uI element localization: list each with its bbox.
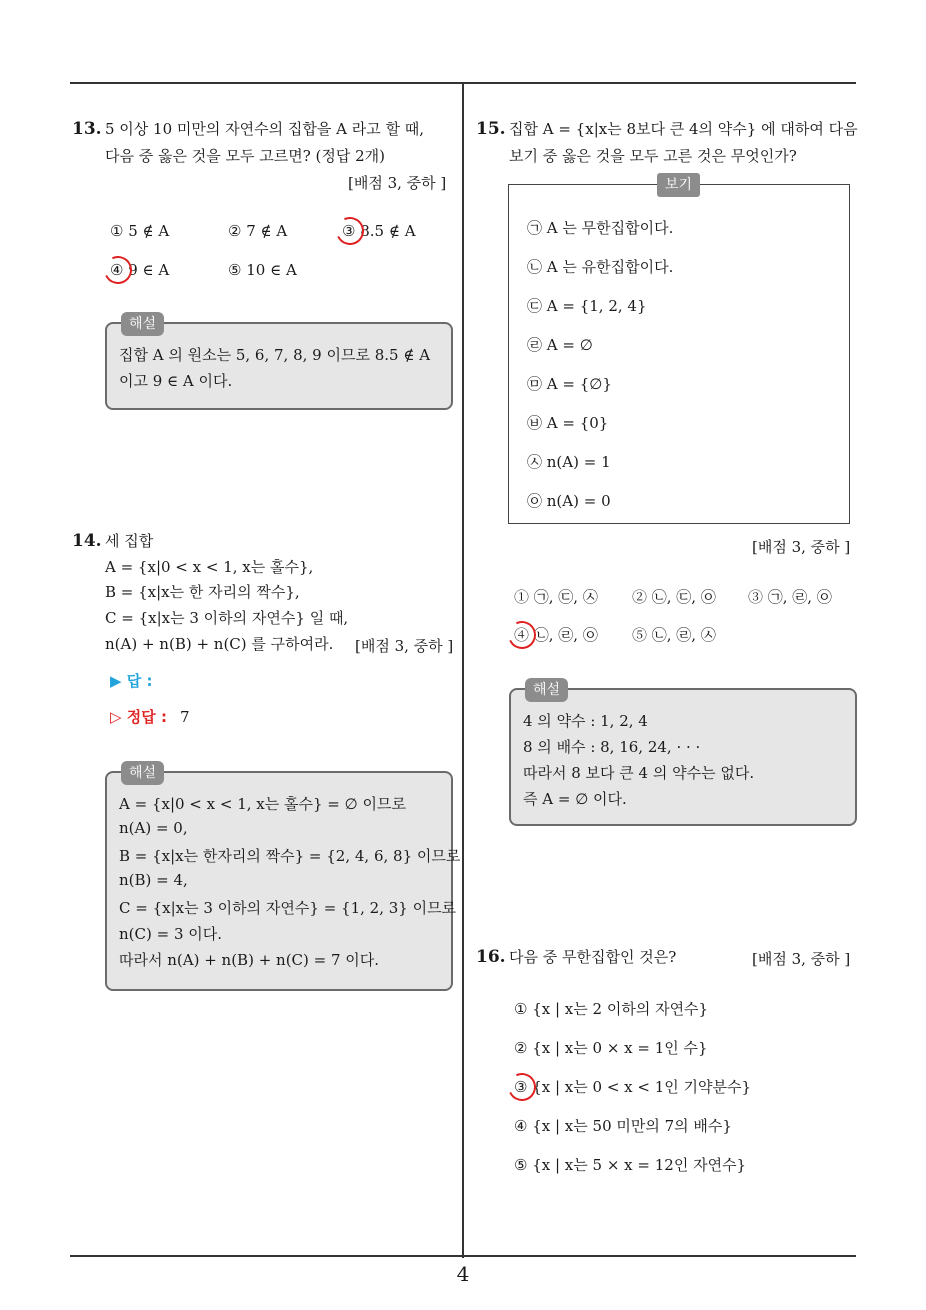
bogi-item: ㉢ A = {1, 2, 4}	[527, 297, 647, 315]
bogi-item: ㉧ n(A) = 0	[527, 492, 611, 510]
question-number: 16.	[476, 947, 506, 967]
solution-line: A = {x|0 < x < 1, x는 홀수} = ∅ 이므로	[119, 795, 406, 813]
solution-line: 이고 9 ∈ A 이다.	[119, 372, 233, 390]
answer-circle-mark	[100, 252, 136, 288]
choice-2[interactable]: ② {x | x는 0 × x = 1인 수}	[514, 1039, 708, 1057]
solution-line: 8 의 배수 : 8, 16, 24, · · ·	[523, 738, 701, 756]
solution-line: 4 의 약수 : 1, 2, 4	[523, 712, 648, 730]
choice-1[interactable]: ① {x | x는 2 이하의 자연수}	[514, 1000, 709, 1018]
choice-4[interactable]: ④ {x | x는 50 미만의 7의 배수}	[514, 1117, 732, 1135]
score-label: [배점 3, 중하 ]	[355, 637, 454, 655]
answer-circle-mark	[332, 213, 368, 249]
question-text: 다음 중 무한집합인 것은?	[509, 948, 677, 966]
question-number: 13.	[72, 119, 102, 139]
bogi-item: ㉠ A 는 무한집합이다.	[527, 219, 674, 237]
question-text: 세 집합	[105, 532, 154, 550]
solution-line: n(B) = 4,	[119, 871, 188, 889]
solution-line: 따라서 8 보다 큰 4 의 약수는 없다.	[523, 764, 755, 782]
bogi-item: ㉤ A = {∅}	[527, 375, 612, 393]
solution-line: 따라서 n(A) + n(B) + n(C) = 7 이다.	[119, 951, 380, 969]
question-text: 집합 A = {x|x는 8보다 큰 4의 약수} 에 대하여 다음	[509, 120, 858, 138]
question-text: B = {x|x는 한 자리의 짝수},	[105, 583, 300, 601]
bogi-item: ㉣ A = ∅	[527, 336, 593, 354]
question-text: 보기 중 옳은 것을 모두 고른 것은 무엇인가?	[509, 147, 797, 165]
solution-tag: 해설	[525, 678, 568, 702]
score-label: [배점 3, 중하 ]	[752, 538, 851, 556]
solution-line: n(A) = 0,	[119, 819, 188, 837]
answer-input-label[interactable]: ▶ 답 :	[110, 672, 153, 690]
question-text: 5 이상 10 미만의 자연수의 집합을 A 라고 할 때,	[105, 120, 424, 138]
question-number: 15.	[476, 119, 506, 139]
solution-tag: 해설	[121, 761, 164, 785]
score-label: [배점 3, 중하 ]	[348, 174, 447, 192]
choice-5[interactable]: ⑤ {x | x는 5 × x = 12인 자연수}	[514, 1156, 747, 1174]
choice-5[interactable]: ⑤ 10 ∈ A	[228, 261, 297, 279]
question-text: n(A) + n(B) + n(C) 를 구하여라.	[105, 635, 334, 653]
choice-1[interactable]: ① 5 ∉ A	[110, 222, 170, 240]
question-text: C = {x|x는 3 이하의 자연수} 일 때,	[105, 609, 349, 627]
score-label: [배점 3, 중하 ]	[752, 950, 851, 968]
question-text: 다음 중 옳은 것을 모두 고르면? (정답 2개)	[105, 147, 386, 165]
choice-2[interactable]: ② 7 ∉ A	[228, 222, 288, 240]
bogi-box	[508, 177, 850, 524]
bogi-item: ㉡ A 는 유한집합이다.	[527, 258, 674, 276]
solution-line: B = {x|x는 한자리의 짝수} = {2, 4, 6, 8} 이므로	[119, 847, 461, 865]
solution-box	[509, 682, 857, 826]
page-number: 4	[456, 1262, 470, 1286]
question-number: 14.	[72, 531, 102, 551]
choice-2[interactable]: ② ㉡, ㉢, ㉧	[632, 588, 716, 606]
choice-3[interactable]: ③ {x | x는 0 < x < 1인 기약분수}	[514, 1078, 752, 1096]
solution-box	[105, 765, 461, 991]
solution-line: C = {x|x는 3 이하의 자연수} = {1, 2, 3} 이므로	[119, 899, 457, 917]
choice-4[interactable]: ④ 9 ∈ A	[110, 261, 170, 279]
solution-line: 집합 A 의 원소는 5, 6, 7, 8, 9 이므로 8.5 ∉ A	[119, 346, 431, 364]
choice-3[interactable]: ③ 8.5 ∉ A	[342, 222, 416, 240]
bogi-tag: 보기	[657, 173, 700, 197]
column-divider	[462, 84, 464, 1258]
solution-tag: 해설	[121, 312, 164, 336]
solution-box	[105, 316, 453, 410]
bogi-item: ㉥ A = {0}	[527, 414, 609, 432]
question-text: A = {x|0 < x < 1, x는 홀수},	[105, 558, 314, 576]
solution-line: 즉 A = ∅ 이다.	[523, 790, 627, 808]
answer-circle-mark	[504, 1069, 540, 1105]
choice-3[interactable]: ③ ㉠, ㉣, ㉧	[748, 588, 832, 606]
solution-line: n(C) = 3 이다.	[119, 925, 223, 943]
correct-answer-label: ▷ 정답 :	[110, 708, 167, 726]
choice-1[interactable]: ① ㉠, ㉢, ㉦	[514, 588, 598, 606]
choice-5[interactable]: ⑤ ㉡, ㉣, ㉦	[632, 626, 716, 644]
answer-circle-mark	[504, 617, 540, 653]
bogi-item: ㉦ n(A) = 1	[527, 453, 611, 471]
correct-answer-value: 7	[180, 708, 190, 726]
choice-4[interactable]: ④ ㉡, ㉣, ㉧	[514, 626, 598, 644]
